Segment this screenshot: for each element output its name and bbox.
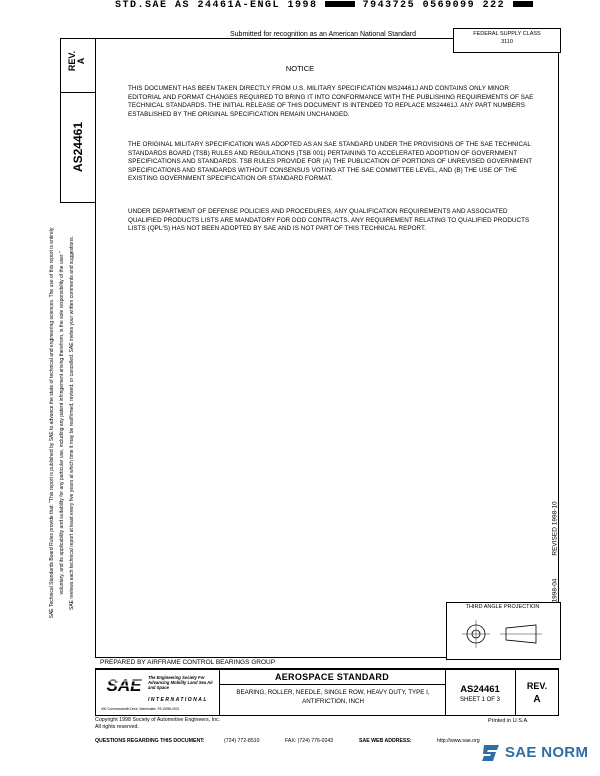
notice-paragraph: THIS DOCUMENT HAS BEEN TAKEN DIRECTLY FROM U.S. MILITARY SPECIFICATION MS24461J AND CONTAINS ONLY MINOR EDITORIAL AND FORMAT CHANGES REQUIRED TO BRING IT INTO CONFORMANCE WITH THE PUBLISHING REQUIREMENTS OF SAE TECHNICAL STANDARDS. THE INITIAL RELEASE OF THIS DOCUMENT IS INTENDED TO REPLACE MS24461J. ANY PART NUMBERS ESTABLISHED BY THE ORIGINAL SPECIFICATION REMAIN UNCHANGED.	[128, 85, 534, 118]
barcode-number: 7943725 0569099 222	[362, 0, 506, 11]
title-block-divider	[515, 669, 516, 716]
projection-label: THIRD ANGLE PROJECTION	[465, 604, 540, 610]
phone-number: (724) 772-8510	[224, 738, 260, 744]
federal-supply-class-label: FEDERAL SUPPLY CLASS	[473, 31, 541, 37]
title-rev-value: A	[533, 694, 541, 705]
sae-logo-letters: SAE	[106, 676, 142, 695]
copyright-line: Copyright 1998 Society of Automotive Engineers, Inc.	[95, 717, 221, 723]
title-rev-label: REV.	[526, 681, 548, 691]
sae-norm-logo-icon	[481, 741, 505, 765]
web-address[interactable]: http://www.sae.org	[437, 738, 480, 744]
submitted-note: Submitted for recognition as an American National Standard	[230, 31, 416, 38]
revised-date: REVISED 1998-10	[551, 501, 559, 556]
rights-line: All rights reserved.	[95, 724, 139, 730]
federal-supply-class-value: 3110	[501, 39, 513, 45]
disclaimer-line: SAE Technical Standards Board Rules provide that: "This report is published by SAE to advance the state of technical and engineering sciences. The use of this report is entirely	[49, 227, 55, 619]
web-address-label: SAE WEB ADDRESS:	[359, 738, 412, 744]
document-number: AS24461	[460, 684, 500, 695]
sae-tagline: The Engineering Society For Advancing Mobility Land Sea Air and Space	[148, 675, 213, 690]
barcode-bar	[513, 1, 533, 7]
left-strip-divider	[60, 92, 95, 93]
sae-norm-watermark: SAE NORM	[505, 744, 589, 761]
header-barcode-line	[115, 0, 533, 11]
barcode-text: STD.SAE AS 24461A-ENGL 1998	[115, 0, 318, 11]
standard-title: BEARING, ROLLER, NEEDLE, SINGLE ROW, HEAVY DUTY, TYPE I, ANTIFRICTION, INCH	[236, 689, 430, 705]
barcode-bar	[325, 1, 355, 7]
left-rev-block	[68, 41, 86, 81]
main-frame	[95, 38, 559, 658]
disclaimer-line: SAE reviews each technical report at least every five years at which time it may be reaffirmed, revised, or cancelled. SAE invites your written comments and suggestions.	[69, 236, 75, 610]
left-rev-value: A	[76, 57, 86, 65]
left-rev-label: REV.	[67, 50, 77, 72]
sae-logo-icon	[103, 675, 145, 695]
standard-type: AEROSPACE STANDARD	[274, 672, 390, 682]
sae-international: INTERNATIONAL	[148, 697, 208, 703]
printed-in: Printed in U.S.A.	[488, 718, 529, 724]
title-block-divider	[219, 684, 445, 685]
disclaimer-line: voluntary, and its applicability and suitability for any particular use, including any patent infringement arising therefrom, is the sole responsibility of the user."	[59, 251, 65, 595]
sheet-info: SHEET 1 OF 3	[460, 697, 500, 703]
notice-title: NOTICE	[285, 64, 315, 73]
left-doc-number: AS24461	[71, 121, 85, 173]
copyright	[95, 717, 220, 731]
prepared-by: PREPARED BY AIRFRAME CONTROL BEARINGS GROUP	[100, 659, 276, 666]
notice-paragraph: UNDER DEPARTMENT OF DEFENSE POLICIES AND PROCEDURES, ANY QUALIFICATION REQUIREMENTS AND ASSOCIATED QUALIFIED PRODUCTS LISTS ARE MANDATORY FOR DOD CONTRACTS. ANY REQUIREMENT RELATING TO QUALIFIED PRODUCTS LISTS (QPL'S) HAS NOT BEEN ADOPTED BY SAE AND IS NOT PART OF THIS TECHNICAL REPORT.	[128, 208, 530, 233]
third-angle-projection-symbol	[456, 614, 551, 654]
notice-paragraph: THE ORIGINAL MILITARY SPECIFICATION WAS ADOPTED AS AN SAE STANDARD UNDER THE PROVISIONS OF THE SAE TECHNICAL STANDARDS BOARD (TSB) RULES AND REGULATIONS (TSB 001) PERTAINING TO ACCELERATED ADOPTION OF GOVERNMENT SPECIFICATIONS AND STANDARDS. TSB RULES PROVIDE FOR (A) THE PUBLICATION OF PORTIONS OF UNREVISED GOVERNMENT SPECIFICATIONS AND STANDARDS WITHOUT CONSENSUS VOTING AT THE SAE COMMITTEE LEVEL, AND (B) THE USE OF THE EXISTING GOVERNMENT SPECIFICATION OR STANDARD FORMAT.	[128, 141, 533, 183]
federal-supply-class-box	[453, 28, 561, 53]
questions-label: QUESTIONS REGARDING THIS DOCUMENT:	[95, 738, 205, 744]
fax-number: FAX: (724) 776-0243	[285, 738, 334, 744]
sae-address: 400 Commonwealth Drive, Warrendale, PA 15096-0001	[101, 707, 180, 711]
